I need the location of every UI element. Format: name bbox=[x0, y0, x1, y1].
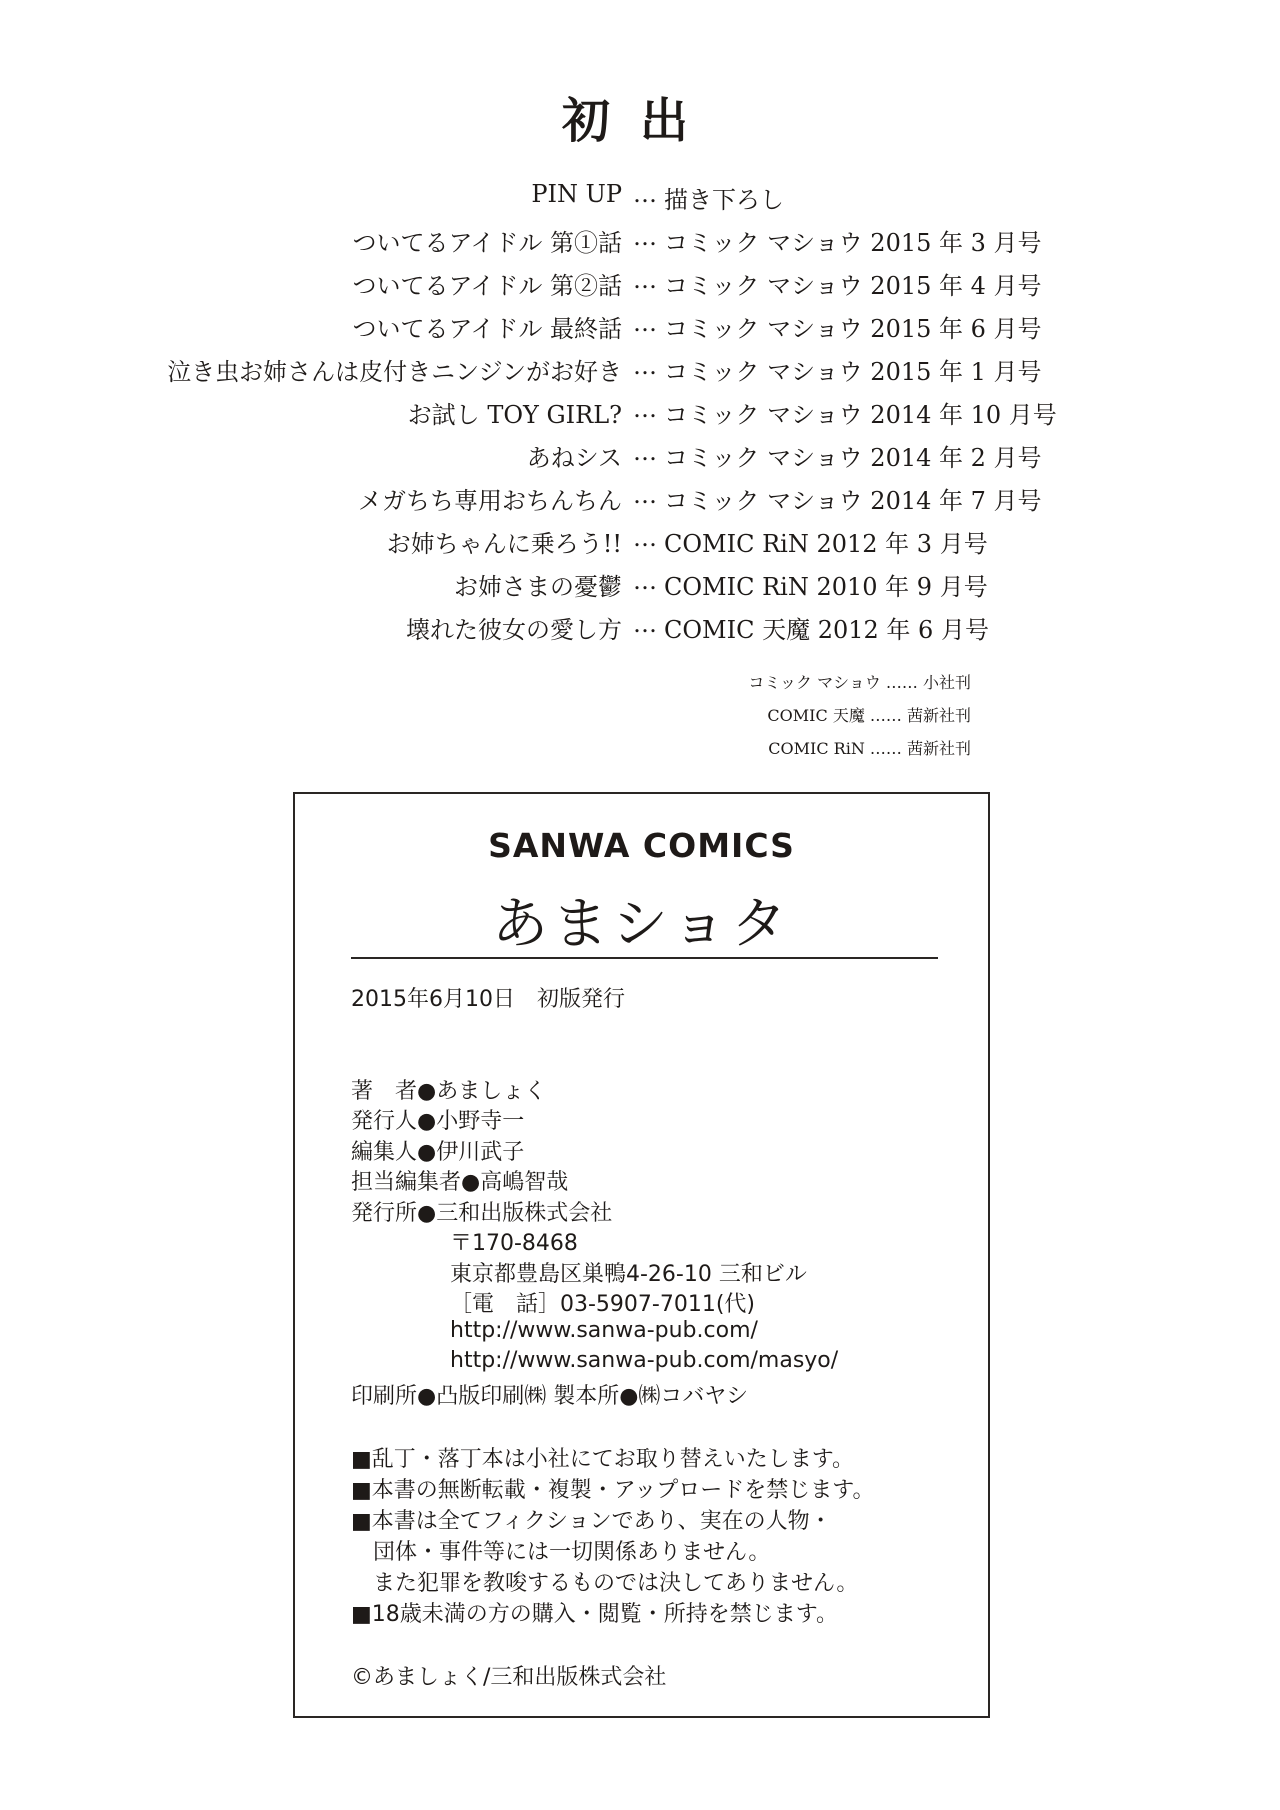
credit-separator: … bbox=[633, 309, 657, 337]
colophon-box bbox=[293, 792, 990, 1718]
credit-source: COMIC 天魔 2012 年 6 月号 bbox=[664, 616, 989, 644]
credit-work: ついてるアイドル 第②話 bbox=[352, 272, 622, 300]
credit-separator: … bbox=[633, 395, 657, 423]
credit-row bbox=[0, 395, 1280, 435]
credit-source: コミック マショウ 2015 年 4 月号 bbox=[664, 272, 1042, 300]
credit-source: コミック マショウ 2014 年 10 月号 bbox=[664, 401, 1057, 429]
notice: ■本書の無断転載・複製・アップロードを禁じます。 bbox=[351, 1478, 875, 1503]
credit-separator: … bbox=[633, 352, 657, 380]
credit-work: メガちち専用おちんちん bbox=[358, 487, 622, 515]
credit-work: ついてるアイドル 第①話 bbox=[352, 229, 622, 257]
series-name: SANWA COMICS bbox=[488, 826, 795, 865]
notice: ■18歳未満の方の購入・閲覧・所持を禁じます。 bbox=[351, 1602, 839, 1627]
publisher-note: COMIC 天魔 …… 茜新社刊 bbox=[767, 706, 971, 725]
credit-source: COMIC RiN 2012 年 3 月号 bbox=[664, 530, 988, 558]
credit-source: コミック マショウ 2014 年 2 月号 bbox=[664, 444, 1042, 472]
credit-work: お姉ちゃんに乗ろう!! bbox=[386, 530, 622, 558]
credit-row bbox=[0, 610, 1280, 650]
notice: ■本書は全てフィクションであり、実在の人物・ bbox=[351, 1509, 832, 1534]
phone: ［電 話］03-5907-7011(代) bbox=[450, 1292, 756, 1317]
publisher-note: コミック マショウ …… 小社刊 bbox=[748, 673, 971, 692]
credit-separator: … bbox=[633, 524, 657, 552]
credit-source: コミック マショウ 2015 年 6 月号 bbox=[664, 315, 1042, 343]
publisher-note: COMIC RiN …… 茜新社刊 bbox=[768, 739, 971, 758]
notice: 団体・事件等には一切関係ありません。 bbox=[373, 1540, 771, 1565]
credit-row bbox=[0, 352, 1280, 392]
staff-author: 著 者●あましょく bbox=[351, 1079, 547, 1104]
credit-row bbox=[0, 180, 1280, 220]
title-divider bbox=[351, 957, 938, 959]
credit-source: コミック マショウ 2015 年 3 月号 bbox=[664, 229, 1042, 257]
copyright: ©あましょく/三和出版株式会社 bbox=[351, 1665, 667, 1690]
website-link-masyo[interactable]: http://www.sanwa-pub.com/masyo/ bbox=[450, 1348, 839, 1373]
credit-separator: … bbox=[633, 438, 657, 466]
credit-source: COMIC RiN 2010 年 9 月号 bbox=[664, 573, 988, 601]
notice: また犯罪を教唆するものでは決してありません。 bbox=[373, 1571, 859, 1596]
credit-work: ついてるアイドル 最終話 bbox=[352, 315, 622, 343]
credit-work: 壊れた彼女の愛し方 bbox=[406, 616, 622, 644]
credit-work: お試し TOY GIRL? bbox=[407, 401, 622, 429]
credit-row bbox=[0, 481, 1280, 521]
credit-separator: … bbox=[633, 266, 657, 294]
credit-separator: … bbox=[633, 567, 657, 595]
credit-source: 描き下ろし bbox=[664, 186, 784, 214]
credit-separator: … bbox=[633, 610, 657, 638]
publication-date: 2015年6月10日 初版発行 bbox=[351, 987, 625, 1012]
credit-separator: … bbox=[633, 223, 657, 251]
credit-separator: … bbox=[633, 180, 657, 208]
postal-code: 〒170-8468 bbox=[450, 1231, 578, 1256]
printing-info: 印刷所●凸版印刷㈱ 製本所●㈱コバヤシ bbox=[351, 1384, 749, 1409]
staff-publisher: 発行人●小野寺一 bbox=[351, 1109, 525, 1134]
credit-work: PIN UP bbox=[531, 180, 622, 208]
credit-work: 泣き虫お姉さんは皮付きニンジンがお好き bbox=[167, 358, 622, 386]
credit-work: あねシス bbox=[526, 444, 622, 472]
book-title: あまショタ bbox=[492, 892, 791, 957]
website-link[interactable]: http://www.sanwa-pub.com/ bbox=[450, 1318, 758, 1343]
address: 東京都豊島区巣鴨4-26-10 三和ビル bbox=[450, 1262, 807, 1287]
credit-work: お姉さまの憂鬱 bbox=[454, 573, 622, 601]
credit-row bbox=[0, 567, 1280, 607]
credit-source: コミック マショウ 2015 年 1 月号 bbox=[664, 358, 1042, 386]
notice: ■乱丁・落丁本は小社にてお取り替えいたします。 bbox=[351, 1447, 855, 1472]
credit-row bbox=[0, 524, 1280, 564]
credit-row bbox=[0, 266, 1280, 306]
page-title: 初出 bbox=[561, 93, 718, 149]
staff-assigned-editor: 担当編集者●高嶋智哉 bbox=[351, 1170, 569, 1195]
credit-row bbox=[0, 223, 1280, 263]
credit-source: コミック マショウ 2014 年 7 月号 bbox=[664, 487, 1042, 515]
staff-editor: 編集人●伊川武子 bbox=[351, 1140, 525, 1165]
credit-row bbox=[0, 438, 1280, 478]
staff-publishing-house: 発行所●三和出版株式会社 bbox=[351, 1201, 613, 1226]
credit-separator: … bbox=[633, 481, 657, 509]
credit-row bbox=[0, 309, 1280, 349]
